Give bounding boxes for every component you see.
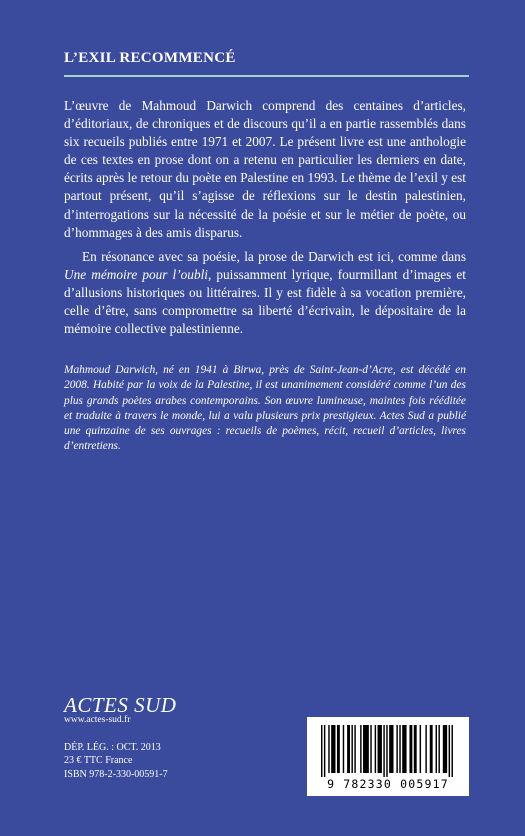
blurb-text (64, 97, 466, 338)
barcode-bar (430, 725, 433, 773)
price: 23 € TTC France (64, 755, 133, 767)
barcode-bar (438, 725, 439, 773)
barcode-bar (343, 725, 344, 773)
title-divider (64, 75, 469, 77)
blurb-p2-end: , puissamment lyrique, fourmillant d’images et d’allusions historiques ou littéraires. Il y est fidèle à sa vocation première, celle d’être, sans compromettre sa liberté d’écrivain, le dépositaire de la mémoire collective palestinienne. (64, 266, 466, 337)
author-bio: Mahmoud Darwich, né en 1941 à Birwa, près de Saint-Jean-d’Acre, est décédé en 2008. Habité par la voix de la Palestine, il est unanimement considéré comme l’un des plus grands poètes arabes contemporains. Son œuvre lumineuse, maintes fois rééditée et traduite à travers le monde, lui a valu plusieurs prix prestigieux. Actes Sud a publié une quinzaine de ses ouvrages : recueils de poèmes, récit, recueil d’articles, livres d’entretiens. (64, 364, 466, 453)
barcode-bar (409, 725, 412, 773)
barcode-bar (370, 725, 371, 773)
legal-deposit: DÉP. LÉG. : OCT. 2013 (64, 742, 161, 753)
barcode-bar (443, 725, 447, 773)
barcode-bar (425, 725, 426, 773)
barcode-bar (351, 725, 352, 773)
blurb-p2-start: En résonance avec sa poésie, la prose de Darwich est ici, comme dans (82, 248, 466, 264)
barcode-bar (383, 725, 384, 777)
book-section-title: L’EXIL RECOMMENCÉ (64, 50, 236, 66)
cited-book-title: Une mémoire pour l’oubli (64, 266, 208, 282)
blurb-paragraph-2 (64, 248, 466, 338)
barcode-bar (331, 725, 335, 773)
barcode-bar (414, 725, 417, 773)
publisher-logo: ACTES SUD (64, 693, 177, 717)
barcode-digits: 9 782330 005917 (327, 777, 449, 791)
barcode-bars (319, 725, 457, 777)
isbn: ISBN 978-2-330-00591-7 (64, 768, 168, 780)
legal-info (64, 741, 168, 781)
barcode-bar (347, 725, 350, 773)
barcode-bar (389, 725, 393, 773)
barcode-bar (324, 725, 325, 777)
barcode-bar (396, 725, 397, 773)
barcode-bar (399, 725, 400, 773)
barcode-bar (402, 725, 406, 773)
barcode-bar (354, 725, 355, 773)
barcode-bar (386, 725, 387, 777)
barcode (307, 717, 469, 796)
barcode-bar (375, 725, 376, 773)
barcode-bar (360, 725, 361, 773)
barcode-bar (452, 725, 453, 777)
barcode-bar (449, 725, 450, 777)
barcode-bar (378, 725, 382, 773)
barcode-bar (321, 725, 322, 777)
barcode-bar (328, 725, 329, 773)
barcode-bar (363, 725, 369, 773)
barcode-bar (436, 725, 437, 773)
barcode-bar (337, 725, 340, 773)
blurb-paragraph-1: L’œuvre de Mahmoud Darwich comprend des centaines d’articles, d’éditoriaux, de chroniques et de discours qu’il a en partie rassemblés dans six recueils publiés entre 1971 et 2007. Le présent livre est une anthologie de ces textes en prose dont on a retenu en particulier les derniers en date, écrits après le retour du poète en Palestine en 1993. Le thème de l’exil y est partout présent, qu’il s’agisse de réflexions sur le destin palestinien, d’interrogations sur la nécessité de la poésie et sur le métier de poète, ou d’hommages à des amis disparus. (64, 98, 466, 240)
publisher-website: www.actes-sud.fr (64, 715, 131, 725)
barcode-bar (420, 725, 421, 773)
